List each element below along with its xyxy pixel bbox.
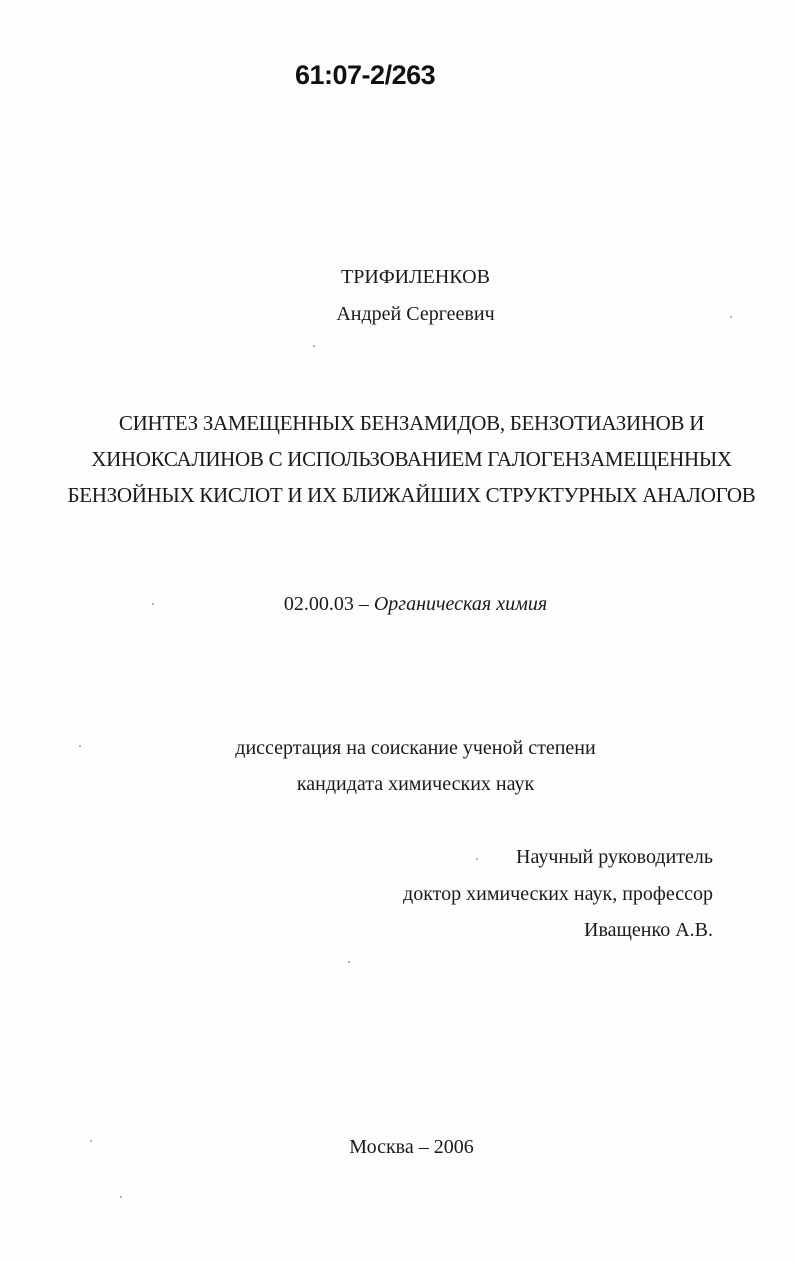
advisor-name: Иващенко А.В. [584, 919, 713, 941]
scan-speck [79, 745, 81, 747]
scan-speck [313, 345, 315, 347]
author-surname: ТРИФИЛЕНКОВ [341, 266, 490, 288]
catalog-number: 61:07-2/263 [295, 60, 436, 90]
scan-speck [152, 603, 154, 605]
dissertation-title-line-2: ХИНОКСАЛИНОВ С ИСПОЛЬЗОВАНИЕМ ГАЛОГЕНЗАМЕЩЕННЫХ [91, 447, 732, 471]
scan-speck [90, 1140, 92, 1142]
scan-speck [120, 1196, 122, 1198]
dissertation-title-line-1: СИНТЕЗ ЗАМЕЩЕННЫХ БЕНЗАМИДОВ, БЕНЗОТИАЗИНОВ И [118, 411, 705, 435]
city-year: Москва – 2006 [349, 1136, 474, 1158]
author-given-names: Андрей Сергеевич [336, 303, 495, 325]
specialty-name: Органическая химия [373, 593, 548, 615]
advisor-degree: доктор химических наук, профессор [403, 883, 713, 905]
specialty-code: 02.00.03 – [283, 593, 369, 615]
advisor-label: Научный руководитель [516, 846, 713, 868]
degree-line-1: диссертация на соискание ученой степени [235, 737, 596, 759]
scan-speck [348, 961, 350, 963]
scan-speck [476, 858, 478, 860]
degree-line-2: кандидата химических наук [296, 773, 535, 795]
scan-speck [730, 316, 732, 318]
specialty [18, 593, 795, 616]
dissertation-title-line-3: БЕНЗОЙНЫХ КИСЛОТ И ИХ БЛИЖАЙШИХ СТРУКТУРНЫХ АНАЛОГОВ [67, 483, 756, 507]
